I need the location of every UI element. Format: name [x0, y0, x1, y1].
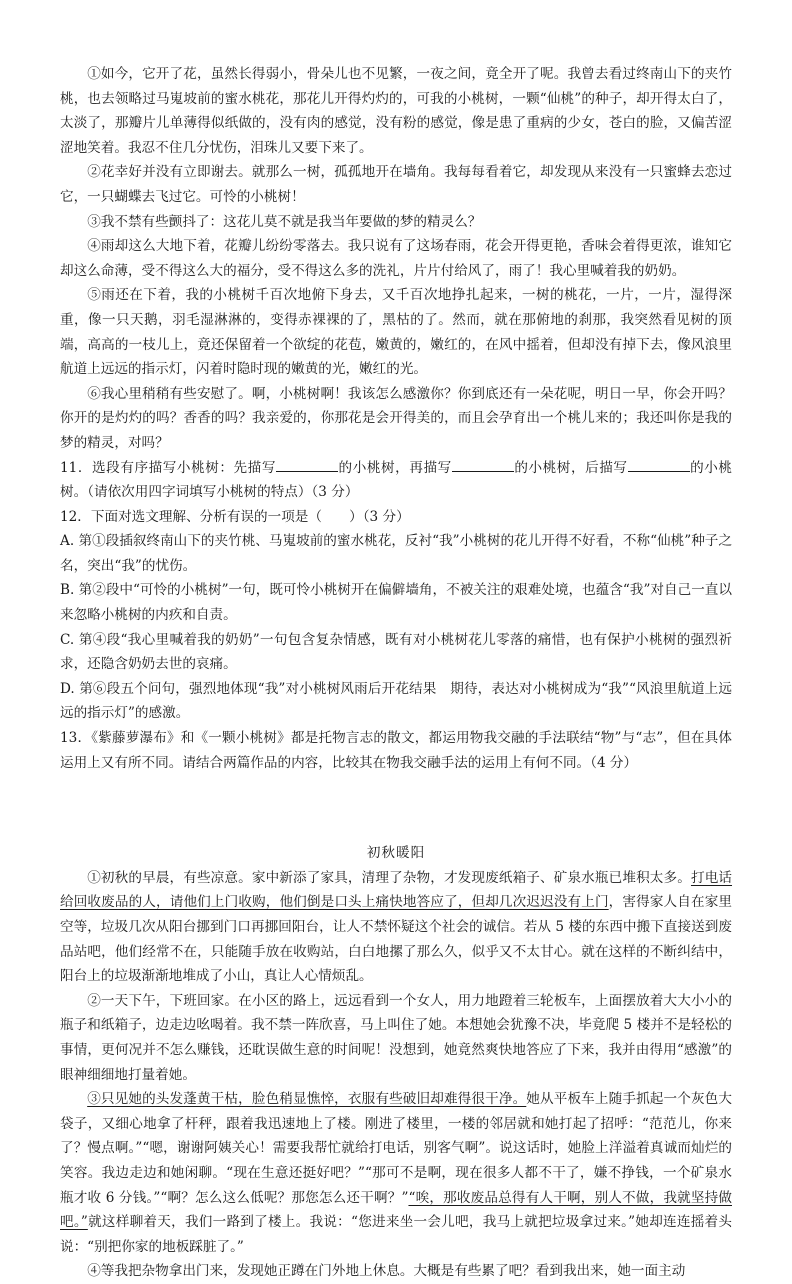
question-13: 13．《紫藤萝瀑布》和《一颗小桃树》都是托物言志的散文，都运用物我交融的手法联结“物”与“志”，但在具体运用上又有所不同。请结合两篇作品的内容，比较其在物我交融手法的运用上有何不同。（4 分）	[60, 730, 732, 771]
q11-text-2: 的小桃树，再描写	[338, 459, 452, 476]
paragraph-3: ③我不禁有些颤抖了：这花儿莫不就是我当年要做的梦的精灵么？	[87, 213, 482, 230]
q11-blank-2[interactable]	[452, 457, 514, 472]
q11-blank-3[interactable]	[628, 457, 690, 472]
question-12-option-a: A. 第①段插叙终南山下的夹竹桃、马嵬坡前的蜜水桃花，反衬“我”小桃树的花儿开得不好看，不称“仙桃”种子之名，突出“我”的忧伤。	[60, 533, 732, 574]
p1-text-b: ，害得家人自在家里空等，垃圾几次从阳台挪到门口再挪回阳台，让人不禁怀疑这个社会的诚信。若从 5 楼的东西中搬下直接送到废品站吧，他们经常不在，只能随手放在收购站，白白地摞了那么久，似乎又不太甘心。就在这样的不断纠结中，阳台上的垃圾渐渐地堆成了小山，真让人心情烦乱。	[60, 894, 732, 985]
passage2-paragraph-1	[60, 866, 732, 989]
passage2-paragraph-4: ④等我把杂物拿出门来，发现她正蹲在门外地上休息。大概是有些累了吧？看到我出来，她一面主动	[87, 1263, 686, 1280]
question-12-option-b: B. 第②段中“可怜的小桃树”一句，既可怜小桃树开在偏僻墙角，不被关注的艰难处境，也蕴含“我”对自己一直以来忽略小桃树的内疚和自责。	[60, 582, 732, 624]
paragraph-1: ①如今，它开了花，虽然长得弱小，骨朵儿也不见繁，一夜之间，竟全开了呢。我曾去看过终南山下的夹竹桃，也去领略过马嵬坡前的蜜水桃花，那花儿开得灼灼的，可我的小桃树，一颗“仙桃”的种子，却开得太白了，太淡了，那瓣片儿单薄得似纸做的，没有肉的感觉，没有粉的感觉，像是患了重病的少女，苍白的脸，又偏苦涩涩地笑着。我忍不住几分忧伤，泪珠儿又要下来了。	[60, 66, 732, 156]
question-12-stem: 12．下面对选文理解、分析有误的一项是（ ）（3 分）	[60, 508, 410, 525]
p3-text-b: 就这样聊着天，我们一路到了楼上。我说：“您进来坐一会儿吧，我马上就把垃圾拿过来。”她却连连摇着头说：“别把你家的地板踩脏了。”	[60, 1214, 732, 1255]
q11-text-1: 11．选段有序描写小桃树：先描写	[60, 459, 276, 476]
p3-text-a: 她从平板车上随手抓起一个灰色大袋子，又细心地拿了杆秤，跟着我迅速地上了楼。刚进了楼里，一楼的邻居就和她打起了招呼：“范范儿，你来了？慢点啊。”“嗯，谢谢阿姨关心！需要我帮忙就给打电话，别客气啊”。说这话时，她脸上洋溢着真诚而灿烂的笑容。我边走边和她闲聊。“现在生意还挺好吧？”“那可不是啊，现在很多人都不干了，嫌不挣钱，一个矿泉水瓶才收 6 分钱。”“啊？怎么这么低呢？那您怎么还干啊？”	[60, 1091, 732, 1206]
paragraph-5: ⑤雨还在下着，我的小桃树千百次地俯下身去，又千百次地挣扎起来，一树的桃花，一片，一片，湿得深重，像一只天鹅，羽毛湿淋淋的，变得赤裸裸的了，黑枯的了。然而，就在那俯地的刹那，我突然看见树的顶端，高高的一枝儿上，竟还保留着一个欲绽的花苞，嫩黄的，嫩红的，在风中摇着，但却没有掉下去，像风浪里航道上远远的指示灯，闪着时隐时现的嫩黄的光，嫩红的光。	[60, 287, 732, 378]
q11-blank-1[interactable]	[276, 457, 338, 472]
p3-underlined-sentence-1: ③只见她的头发蓬黄干枯，脸色稍显憔悴，衣服有些破旧却难得很干净。	[87, 1091, 527, 1108]
question-11	[60, 456, 732, 505]
document-page	[60, 62, 732, 1284]
p1-underlined-sentence: 打电话给回收废品的人，请他们上门收购，他们倒是口头上痛快地答应了，但却几次迟迟没有上门	[60, 869, 733, 911]
paragraph-4: ④雨却这么大地下着，花瓣儿纷纷零落去。我只说有了这场春雨，花会开得更艳，香味会着得更浓，谁知它却这么命薄，受不得这么大的福分，受不得这么多的洗礼，片片付给风了，雨了！我心里喊着我的奶奶。	[60, 238, 732, 279]
passage2-paragraph-2: ②一天下午，下班回家。在小区的路上，远远看到一个女人，用力地蹬着三轮板车，上面摆放着大大小小的瓶子和纸箱子，边走边吆喝着。我不禁一阵欣喜，马上叫住了她。本想她会犹豫不决，毕竟爬 5 楼并不是轻松的事情，更何况并不怎么赚钱，还耽误做生意的时间呢！没想到，她竟然爽快地答应了下来，我并由得用“感激”的眼神细细地打量着她。	[60, 992, 732, 1083]
question-12-option-c: C. 第④段“我心里喊着我的奶奶”一句包含复杂情感，既有对小桃树花儿零落的痛惜，也有保护小桃树的强烈祈求，还隐含奶奶去世的哀痛。	[60, 631, 732, 673]
passage-title: 初秋暖阳	[366, 845, 426, 862]
p1-text-a: ①初秋的早晨，有些凉意。家中新添了家具，清理了杂物，才发现废纸箱子、矿泉水瓶已堆积太多。	[87, 869, 691, 886]
q11-text-4: 的小桃树。（请依次用四字词填写小桃树的特点）（3 分）	[60, 459, 733, 501]
paragraph-2: ②花幸好并没有立即谢去。就那么一树，孤孤地开在墙角。我每每看着它，却发现从来没有一只蜜蜂去恋过它，一只蝴蝶去飞过它。可怜的小桃树！	[60, 164, 732, 205]
question-12-option-d: D. 第⑥段五个问句，强烈地体现“我”对小桃树风雨后开花结果 期待，表达对小桃树成为“我”“风浪里航道上远远的指示灯”的感激。	[60, 680, 732, 722]
q11-text-3: 的小桃树，后描写	[513, 459, 628, 476]
passage2-paragraph-3	[60, 1087, 732, 1259]
paragraph-6: ⑥我心里稍稍有些安慰了。啊，小桃树啊！我该怎么感激你？你到底还有一朵花呢，明日一早，你会开吗？你开的是灼灼的吗？香香的吗？我亲爱的，你那花是会开得美的，而且会孕育出一个桃儿来的；我还叫你是我的梦的精灵，对吗？	[60, 385, 732, 451]
p3-underlined-sentence-2: “唉，那收废品总得有人干啊，别人不做，我就坚持做吧。”	[60, 1189, 732, 1231]
